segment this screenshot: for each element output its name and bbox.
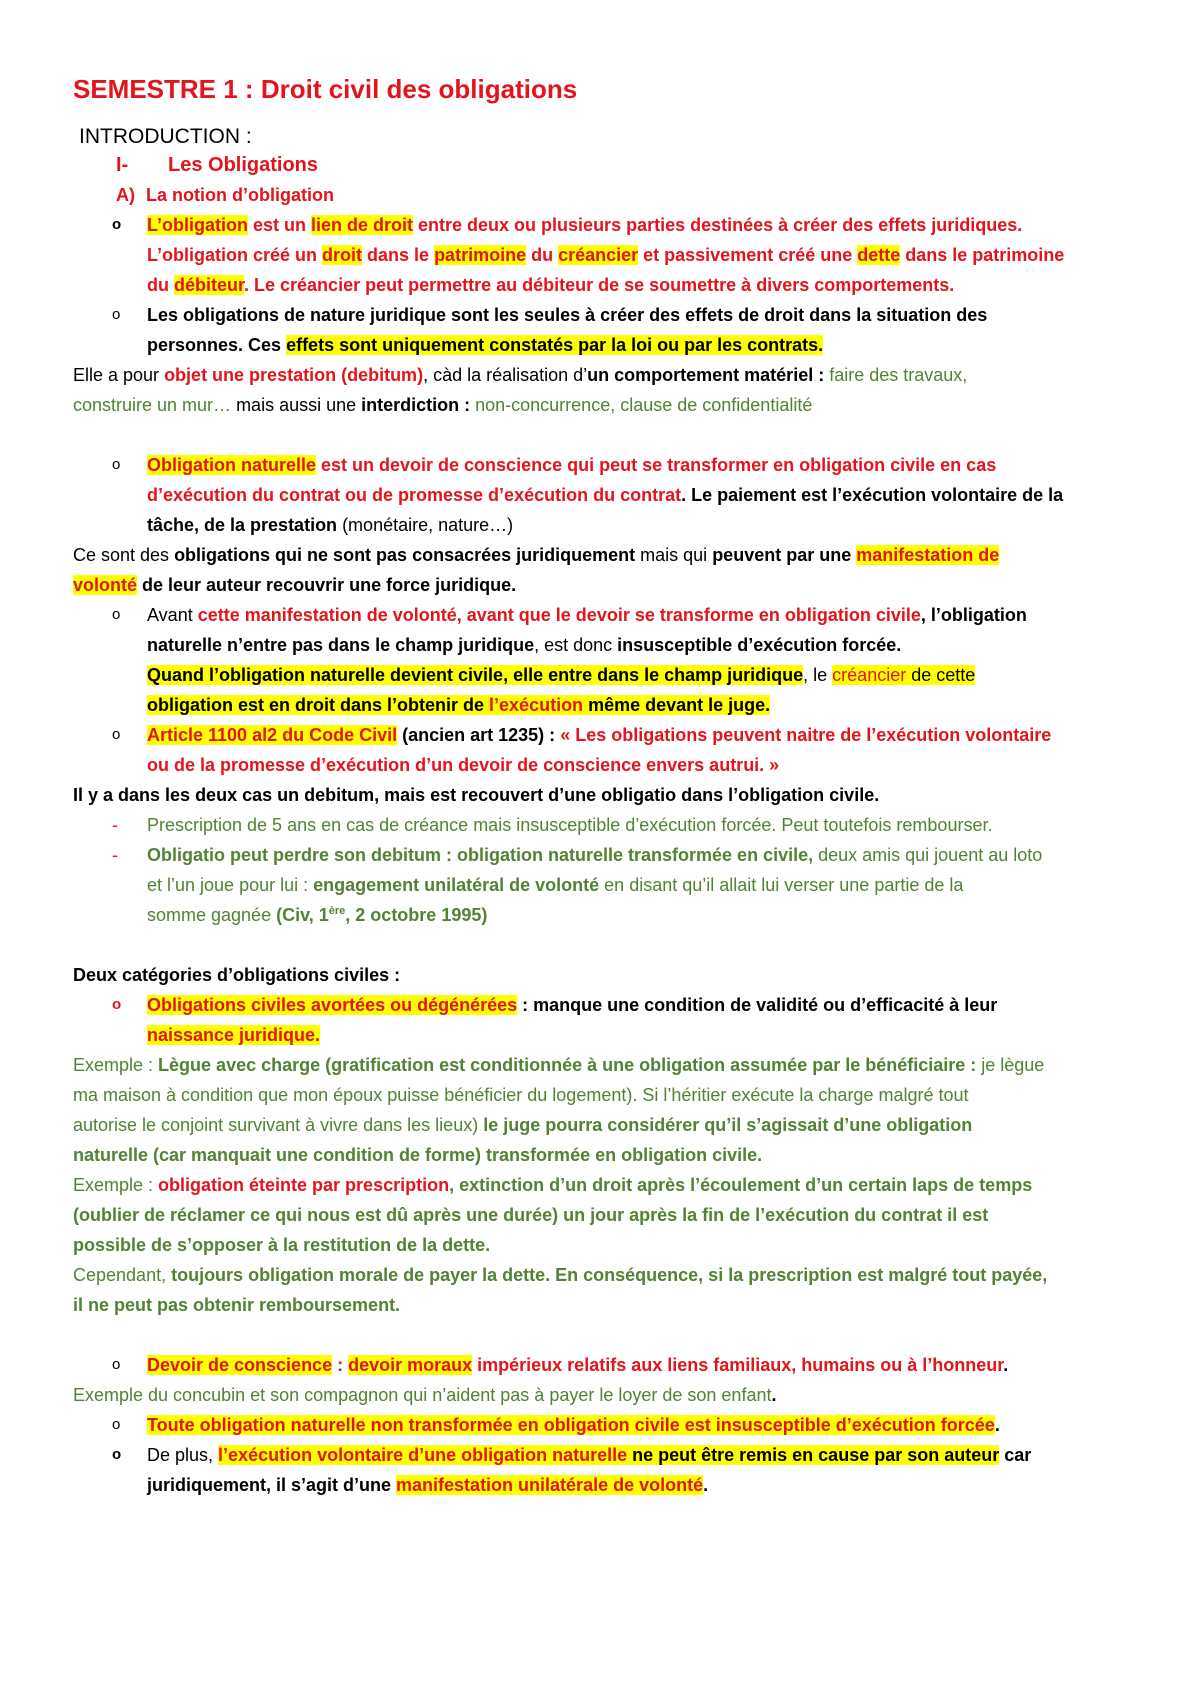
text-run: droit bbox=[322, 245, 363, 265]
text-run: « Les obligations peuvent naitre de l’exécution volontaire bbox=[560, 725, 1052, 745]
paragraph-line bbox=[147, 1440, 1031, 1470]
paragraph-line: Deux catégories d’obligations civiles : bbox=[73, 965, 401, 985]
text-run: volonté bbox=[73, 575, 138, 595]
text-run: dette bbox=[857, 245, 901, 265]
paragraph-line bbox=[73, 1170, 1032, 1200]
bullet-marker: o bbox=[112, 1416, 121, 1433]
paragraph-line bbox=[147, 240, 1064, 270]
text-run: obligation éteinte par prescription bbox=[158, 1175, 450, 1195]
text-run: interdiction : bbox=[361, 395, 471, 415]
paragraph-line bbox=[147, 870, 963, 900]
text-run: objet une prestation (debitum) bbox=[164, 365, 424, 385]
paragraph-line bbox=[147, 1020, 320, 1050]
text-run: ne peut être remis en cause par son auteur bbox=[627, 1445, 1000, 1465]
paragraph-line: (oublier de réclamer ce qui nous est dû après une durée) un jour après la fin de l’exécution du contrat il est bbox=[73, 1205, 989, 1225]
text-run: cette manifestation de volonté, avant que le devoir se transforme en obligation civile bbox=[197, 605, 921, 625]
paragraph-line bbox=[147, 330, 823, 360]
text-run: L’obligation créé un bbox=[147, 245, 323, 265]
paragraph-line: Prescription de 5 ans en cas de créance mais insusceptible d’exécution forcée. Peut toutefois rembourser. bbox=[147, 815, 993, 835]
text-run: est un devoir de conscience qui peut se transformer en obligation civile en cas bbox=[316, 455, 997, 475]
text-run: engagement unilatéral de volonté bbox=[313, 875, 600, 895]
paragraph-line bbox=[147, 480, 1063, 510]
text-run: créancier bbox=[832, 665, 907, 685]
text-run: impérieux relatifs aux liens familiaux, humains ou à l’honneur bbox=[472, 1355, 1004, 1375]
text-run: autorise le conjoint survivant à vivre dans les lieux) bbox=[73, 1115, 479, 1135]
paragraph-line bbox=[147, 210, 1022, 240]
paragraph-line bbox=[147, 1350, 1008, 1380]
paragraph-line bbox=[73, 1380, 776, 1410]
text-run: débiteur bbox=[174, 275, 245, 295]
text-run: , le bbox=[803, 665, 833, 685]
paragraph-line bbox=[147, 600, 1027, 630]
text-run: : manque une condition de validité ou d’efficacité à leur bbox=[517, 995, 998, 1015]
text-run: non-concurrence, clause de confidentialité bbox=[470, 395, 813, 415]
text-run: Obligations civiles avortées ou dégénérées bbox=[147, 995, 518, 1015]
text-run: mais aussi une bbox=[231, 395, 362, 415]
text-run: tâche, de la prestation bbox=[147, 515, 338, 535]
text-run: le juge pourra considérer qu’il s’agissait d’une obligation bbox=[478, 1115, 973, 1135]
dash-marker: - bbox=[112, 815, 118, 835]
text-run: L’obligation bbox=[147, 215, 248, 235]
text-run: Cependant, bbox=[73, 1265, 172, 1285]
paragraph-line bbox=[147, 840, 1042, 870]
text-run: effets sont uniquement constatés par la loi ou par les contrats. bbox=[286, 335, 824, 355]
text-run: , càd la réalisation d’ bbox=[423, 365, 588, 385]
text-run: je lègue bbox=[976, 1055, 1045, 1075]
text-run: Exemple : bbox=[73, 1055, 159, 1075]
paragraph-line: ou de la promesse d’exécution d’un devoir de conscience envers autrui. » bbox=[147, 755, 780, 775]
text-run: d’exécution du contrat ou de promesse d’exécution du contrat bbox=[147, 485, 682, 505]
paragraph-line bbox=[147, 1470, 708, 1500]
text-run: car bbox=[999, 1445, 1032, 1465]
paragraph-line bbox=[73, 390, 812, 420]
text-run: : bbox=[332, 1355, 349, 1375]
subsection-number: A) bbox=[116, 185, 135, 205]
subsection-title: La notion d’obligation bbox=[146, 185, 334, 205]
paragraph-line bbox=[73, 540, 999, 570]
text-run: Lègue avec charge (gratification est conditionnée à une obligation assumée par le bénéficiaire : bbox=[158, 1055, 977, 1075]
paragraph-line bbox=[147, 720, 1051, 750]
paragraph-line bbox=[147, 900, 487, 930]
bullet-marker: o bbox=[112, 996, 122, 1013]
paragraph-line bbox=[147, 270, 954, 300]
text-run: l’exécution volontaire d’une obligation naturelle bbox=[218, 1445, 628, 1465]
section-number: I- bbox=[116, 154, 129, 176]
text-run: Avant bbox=[147, 605, 198, 625]
text-run: somme gagnée bbox=[147, 905, 277, 925]
bullet-marker: o bbox=[112, 1356, 121, 1373]
text-run: lien de droit bbox=[311, 215, 414, 235]
text-run: est un bbox=[248, 215, 312, 235]
text-run: du bbox=[147, 275, 174, 295]
intro-heading: INTRODUCTION : bbox=[79, 125, 252, 148]
text-run: Obligation naturelle bbox=[147, 455, 317, 475]
text-run: obligation est en droit dans l’obtenir de bbox=[147, 695, 490, 715]
text-run: De plus, bbox=[147, 1445, 219, 1465]
text-run: Toute obligation naturelle non transformée en obligation civile est insusceptible d’exécution forcée bbox=[147, 1415, 995, 1435]
text-run: l’exécution bbox=[489, 695, 584, 715]
text-run: manifestation de bbox=[856, 545, 1000, 565]
text-run: même devant le juge. bbox=[583, 695, 771, 715]
paragraph-line: il ne peut pas obtenir remboursement. bbox=[73, 1295, 401, 1315]
dash-marker: - bbox=[112, 845, 118, 865]
paragraph-line bbox=[73, 1050, 1044, 1080]
paragraph-line bbox=[147, 660, 975, 690]
text-run: ère bbox=[328, 905, 346, 917]
paragraph-line bbox=[147, 1410, 1000, 1440]
text-run: Ce sont des bbox=[73, 545, 175, 565]
text-run: patrimoine bbox=[434, 245, 527, 265]
text-run: (ancien art 1235) : bbox=[397, 725, 561, 745]
paragraph-line bbox=[147, 630, 901, 660]
text-run: devoir moraux bbox=[348, 1355, 473, 1375]
text-run: Exemple : bbox=[73, 1175, 159, 1195]
text-run: (monétaire, nature…) bbox=[337, 515, 514, 535]
text-run: dans le bbox=[362, 245, 435, 265]
text-run: , l’obligation bbox=[920, 605, 1027, 625]
text-run: de cette bbox=[906, 665, 976, 685]
paragraph-line: Les obligations de nature juridique sont les seules à créer des effets de droit dans la situation des bbox=[147, 305, 988, 325]
text-run: obligations qui ne sont pas consacrées juridiquement bbox=[174, 545, 636, 565]
paragraph-line bbox=[147, 510, 513, 540]
text-run: de leur auteur recouvrir une force juridique. bbox=[137, 575, 517, 595]
text-run: insusceptible d’exécution forcée. bbox=[617, 635, 902, 655]
text-run: Obligatio peut perdre son debitum : obligation naturelle transformée en civile, bbox=[147, 845, 814, 865]
paragraph-line bbox=[147, 990, 997, 1020]
paragraph-line bbox=[73, 1110, 972, 1140]
paragraph-line bbox=[147, 690, 770, 720]
text-run: juridiquement, il s’agit d’une bbox=[147, 1475, 397, 1495]
text-run: en disant qu’il allait lui verser une partie de la bbox=[599, 875, 964, 895]
bullet-marker: o bbox=[112, 1446, 122, 1463]
text-run: personnes. Ces bbox=[147, 335, 287, 355]
text-run: Elle a pour bbox=[73, 365, 165, 385]
text-run: . bbox=[703, 1475, 709, 1495]
text-run: créancier bbox=[558, 245, 639, 265]
text-run: mais qui bbox=[635, 545, 713, 565]
text-run: Exemple du concubin et son compagnon qui n’aident pas à payer le loyer de son enfant bbox=[73, 1385, 772, 1405]
bullet-marker: o bbox=[112, 726, 121, 743]
text-run: deux amis qui jouent au loto bbox=[813, 845, 1043, 865]
text-run: . bbox=[994, 1415, 1000, 1435]
text-run: Article 1100 al2 du Code Civil bbox=[147, 725, 398, 745]
text-run: et passivement créé une bbox=[638, 245, 858, 265]
text-run: , est donc bbox=[534, 635, 618, 655]
bullet-marker: o bbox=[112, 456, 121, 473]
text-run: dans le patrimoine bbox=[900, 245, 1065, 265]
text-run: , 2 octobre 1995) bbox=[345, 905, 488, 925]
text-run: . Le paiement est l’exécution volontaire de la bbox=[681, 485, 1064, 505]
page-title: SEMESTRE 1 : Droit civil des obligations bbox=[73, 74, 578, 104]
text-run: manifestation unilatérale de volonté bbox=[396, 1475, 704, 1495]
text-run: . Le créancier peut permettre au débiteur de se soumettre à divers comportements. bbox=[244, 275, 955, 295]
paragraph-line bbox=[73, 570, 516, 600]
text-run: un comportement matériel : bbox=[587, 365, 825, 385]
text-run: toujours obligation morale de payer la dette. En conséquence, si la prescription est malgré tout payée, bbox=[171, 1265, 1048, 1285]
text-run: construire un mur… bbox=[73, 395, 232, 415]
bullet-marker: o bbox=[112, 216, 122, 233]
text-run: (Civ, 1 bbox=[276, 905, 329, 925]
paragraph-line bbox=[73, 1260, 1047, 1290]
text-run: et l’un joue pour lui : bbox=[147, 875, 314, 895]
text-run: . bbox=[1003, 1355, 1009, 1375]
paragraph-line: ma maison à condition que mon époux puisse bénéficier du logement). Si l’héritier exécute la charge malgré tout bbox=[73, 1085, 969, 1105]
text-run: peuvent par une bbox=[712, 545, 857, 565]
text-run: Quand l’obligation naturelle devient civile, elle entre dans le champ juridique bbox=[147, 665, 804, 685]
text-run: Devoir de conscience bbox=[147, 1355, 333, 1375]
text-run: entre deux ou plusieurs parties destinées à créer des effets juridiques. bbox=[413, 215, 1023, 235]
text-run: naissance juridique. bbox=[147, 1025, 321, 1045]
paragraph-line: Il y a dans les deux cas un debitum, mais est recouvert d’une obligatio dans l’obligation civile. bbox=[73, 785, 880, 805]
text-run: , extinction d’un droit après l’écoulement d’un certain laps de temps bbox=[449, 1175, 1033, 1195]
bullet-marker: o bbox=[112, 306, 121, 323]
paragraph-line bbox=[147, 450, 996, 480]
bullet-marker: o bbox=[112, 606, 121, 623]
text-run: . bbox=[771, 1385, 777, 1405]
section-title: Les Obligations bbox=[168, 154, 319, 176]
paragraph-line bbox=[73, 360, 967, 390]
paragraph-line: naturelle (car manquait une condition de forme) transformée en obligation civile. bbox=[73, 1145, 763, 1165]
text-run: naturelle n’entre pas dans le champ juridique bbox=[147, 635, 535, 655]
text-run: faire des travaux, bbox=[824, 365, 968, 385]
paragraph-line: possible de s’opposer à la restitution de la dette. bbox=[73, 1235, 491, 1255]
text-run: du bbox=[526, 245, 559, 265]
